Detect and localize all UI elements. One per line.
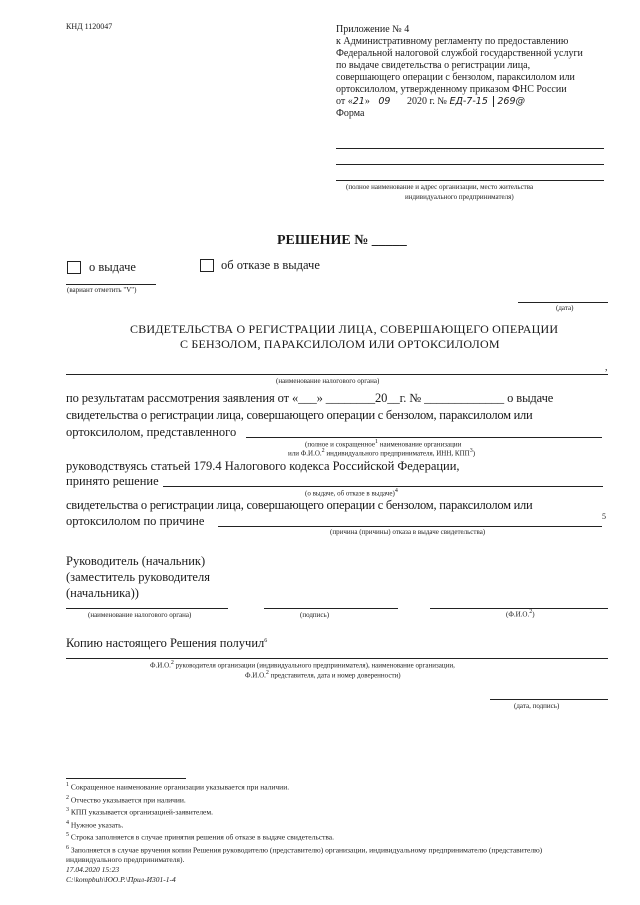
org-line-2[interactable] bbox=[336, 164, 604, 165]
appendix-line: Федеральной налоговой службой государственной услуги bbox=[336, 48, 583, 59]
footnote-mark-5: 5 bbox=[602, 512, 606, 521]
caption-org-full-1: (полное и сокращенное1 наименование организации bbox=[305, 439, 462, 449]
handwritten-order-suffix: @ bbox=[515, 96, 526, 107]
variant-caption: (вариант отметить "V") bbox=[67, 286, 137, 294]
date-sign-line[interactable] bbox=[490, 699, 608, 700]
sig-caption-sign: (подпись) bbox=[300, 611, 330, 619]
appendix-line: ортоксилолом, утвержденному приказом ФНС России bbox=[336, 84, 567, 95]
knd-code: КНД 1120047 bbox=[66, 22, 113, 31]
sig-sign-line[interactable] bbox=[264, 608, 398, 609]
para3-line1: свидетельства о регистрации лица, совершающего операции с бензолом, параксилолом или bbox=[66, 498, 533, 512]
appendix-line: к Административному регламенту по предоставлению bbox=[336, 36, 569, 47]
copy-line[interactable] bbox=[66, 658, 608, 659]
head-line-2: (заместитель руководителя bbox=[66, 570, 210, 584]
para1-line3: ортоксилолом, представленного bbox=[66, 425, 237, 439]
refuse-checkbox[interactable] bbox=[200, 259, 214, 272]
sig-org-line[interactable] bbox=[66, 608, 228, 609]
head-line-1: Руководитель (начальник) bbox=[66, 554, 206, 568]
date-line[interactable] bbox=[518, 302, 608, 303]
copy-received: Копию настоящего Решения получил$^6$ bbox=[66, 636, 268, 650]
copy-caption-1: Ф.И.О.2 руководителя организации (индивидуального предпринимателя), наименование организации, bbox=[150, 660, 455, 670]
handwritten-month: 09 bbox=[378, 96, 391, 107]
tax-authority-caption: (наименование налогового органа) bbox=[276, 377, 380, 385]
print-stamp-2: С:\kompbuh\ЮО.Р.\Прил-И301-1-4 bbox=[66, 875, 176, 884]
appendix-line: по выдаче свидетельства о регистрации лица, bbox=[336, 60, 531, 71]
decision-line[interactable] bbox=[163, 486, 603, 487]
footnote: $^1$ Сокращенное наименование организации указывается при наличии. bbox=[66, 782, 290, 792]
para1-line1: по результатам рассмотрения заявления от «___» ________20__г. № _____________ о выдаче bbox=[66, 391, 554, 405]
para3-line2: ортоксилолом по причине bbox=[66, 514, 205, 528]
org-caption-2: индивидуального предпринимателя) bbox=[405, 193, 514, 201]
para2-line2: принято решение bbox=[66, 474, 159, 488]
org-line-3[interactable] bbox=[336, 180, 604, 181]
caption-reason: (причина (причины) отказа в выдаче свидетельства) bbox=[330, 528, 486, 536]
variant-line bbox=[66, 284, 156, 285]
para1-line2: свидетельства о регистрации лица, совершающего операции с бензолом, параксилолом или bbox=[66, 408, 533, 422]
footnote: $^6$ Заполняется в случае вручения копии Решения руководителю (представителю) организации, индивидуальному предпринимателю (представителю) bbox=[66, 844, 543, 854]
footnotes-block bbox=[66, 780, 542, 885]
footnote-separator bbox=[66, 778, 186, 779]
handwritten-order-no2: 269 bbox=[493, 96, 515, 107]
head-line-3: (начальника)) bbox=[66, 586, 139, 600]
handwritten-day: 21 bbox=[352, 96, 365, 107]
footnote: $^3$ КПП указывается организацией-заявителем. bbox=[66, 807, 214, 817]
org-caption-1: (полное наименование и адрес организации, место жительства bbox=[346, 183, 534, 191]
caption-org-full-2: или Ф.И.О.2 индивидуального предпринимателя, ИНН, КПП3) bbox=[288, 448, 476, 458]
decision-title: РЕШЕНИЕ № _____ bbox=[277, 233, 407, 248]
doc-heading-1: СВИДЕТЕЛЬСТВА О РЕГИСТРАЦИИ ЛИЦА, СОВЕРШАЮЩЕГО ОПЕРАЦИИ bbox=[130, 322, 559, 336]
date-sign-caption: (дата, подпись) bbox=[514, 702, 560, 710]
footnote: $^5$ Строка заполняется в случае принятия решения об отказе в выдаче свидетельства. bbox=[66, 832, 334, 842]
appendix-line: Приложение № 4 bbox=[336, 24, 410, 35]
org-line-1[interactable] bbox=[336, 148, 604, 149]
footnote: индивидуального предпринимателя). bbox=[66, 855, 185, 864]
comma-mark: , bbox=[605, 362, 608, 373]
appendix-block bbox=[336, 24, 583, 120]
issue-checkbox[interactable] bbox=[67, 261, 81, 274]
sig-caption-fio: (Ф.И.О.2) bbox=[506, 609, 535, 619]
copy-caption-2: Ф.И.О.2 представителя, дата и номер доверенности) bbox=[245, 670, 401, 680]
date-caption: (дата) bbox=[556, 304, 574, 312]
para2-line1: руководствуясь статьей 179.4 Налогового кодекса Российской Федерации, bbox=[66, 459, 460, 473]
appendix-date-line: от «21» 09 2020 г. № ЕД-7-15 269@ bbox=[336, 96, 526, 107]
tax-authority-line[interactable] bbox=[66, 374, 608, 375]
print-stamp-1: 17.04.2020 15:23 bbox=[66, 865, 120, 874]
sig-caption-org: (наименование налогового органа) bbox=[88, 611, 192, 619]
reason-line[interactable] bbox=[218, 526, 602, 527]
caption-issue-refuse: (о выдаче, об отказе в выдаче)4 bbox=[305, 488, 398, 498]
doc-heading-2: С БЕНЗОЛОМ, ПАРАКСИЛОЛОМ ИЛИ ОРТОКСИЛОЛОМ bbox=[180, 337, 500, 351]
form-label: Форма bbox=[336, 108, 365, 119]
footnote: $^4$ Нужное указать. bbox=[66, 819, 124, 829]
appendix-line: совершающего операции с бензолом, параксилолом или bbox=[336, 72, 575, 83]
issue-label: о выдаче bbox=[89, 260, 136, 274]
footnote: $^2$ Отчество указывается при наличии. bbox=[66, 794, 186, 804]
applicant-line[interactable] bbox=[246, 437, 602, 438]
handwritten-order-no: ЕД-7-15 bbox=[449, 96, 488, 107]
refuse-label: об отказе в выдаче bbox=[221, 258, 320, 272]
